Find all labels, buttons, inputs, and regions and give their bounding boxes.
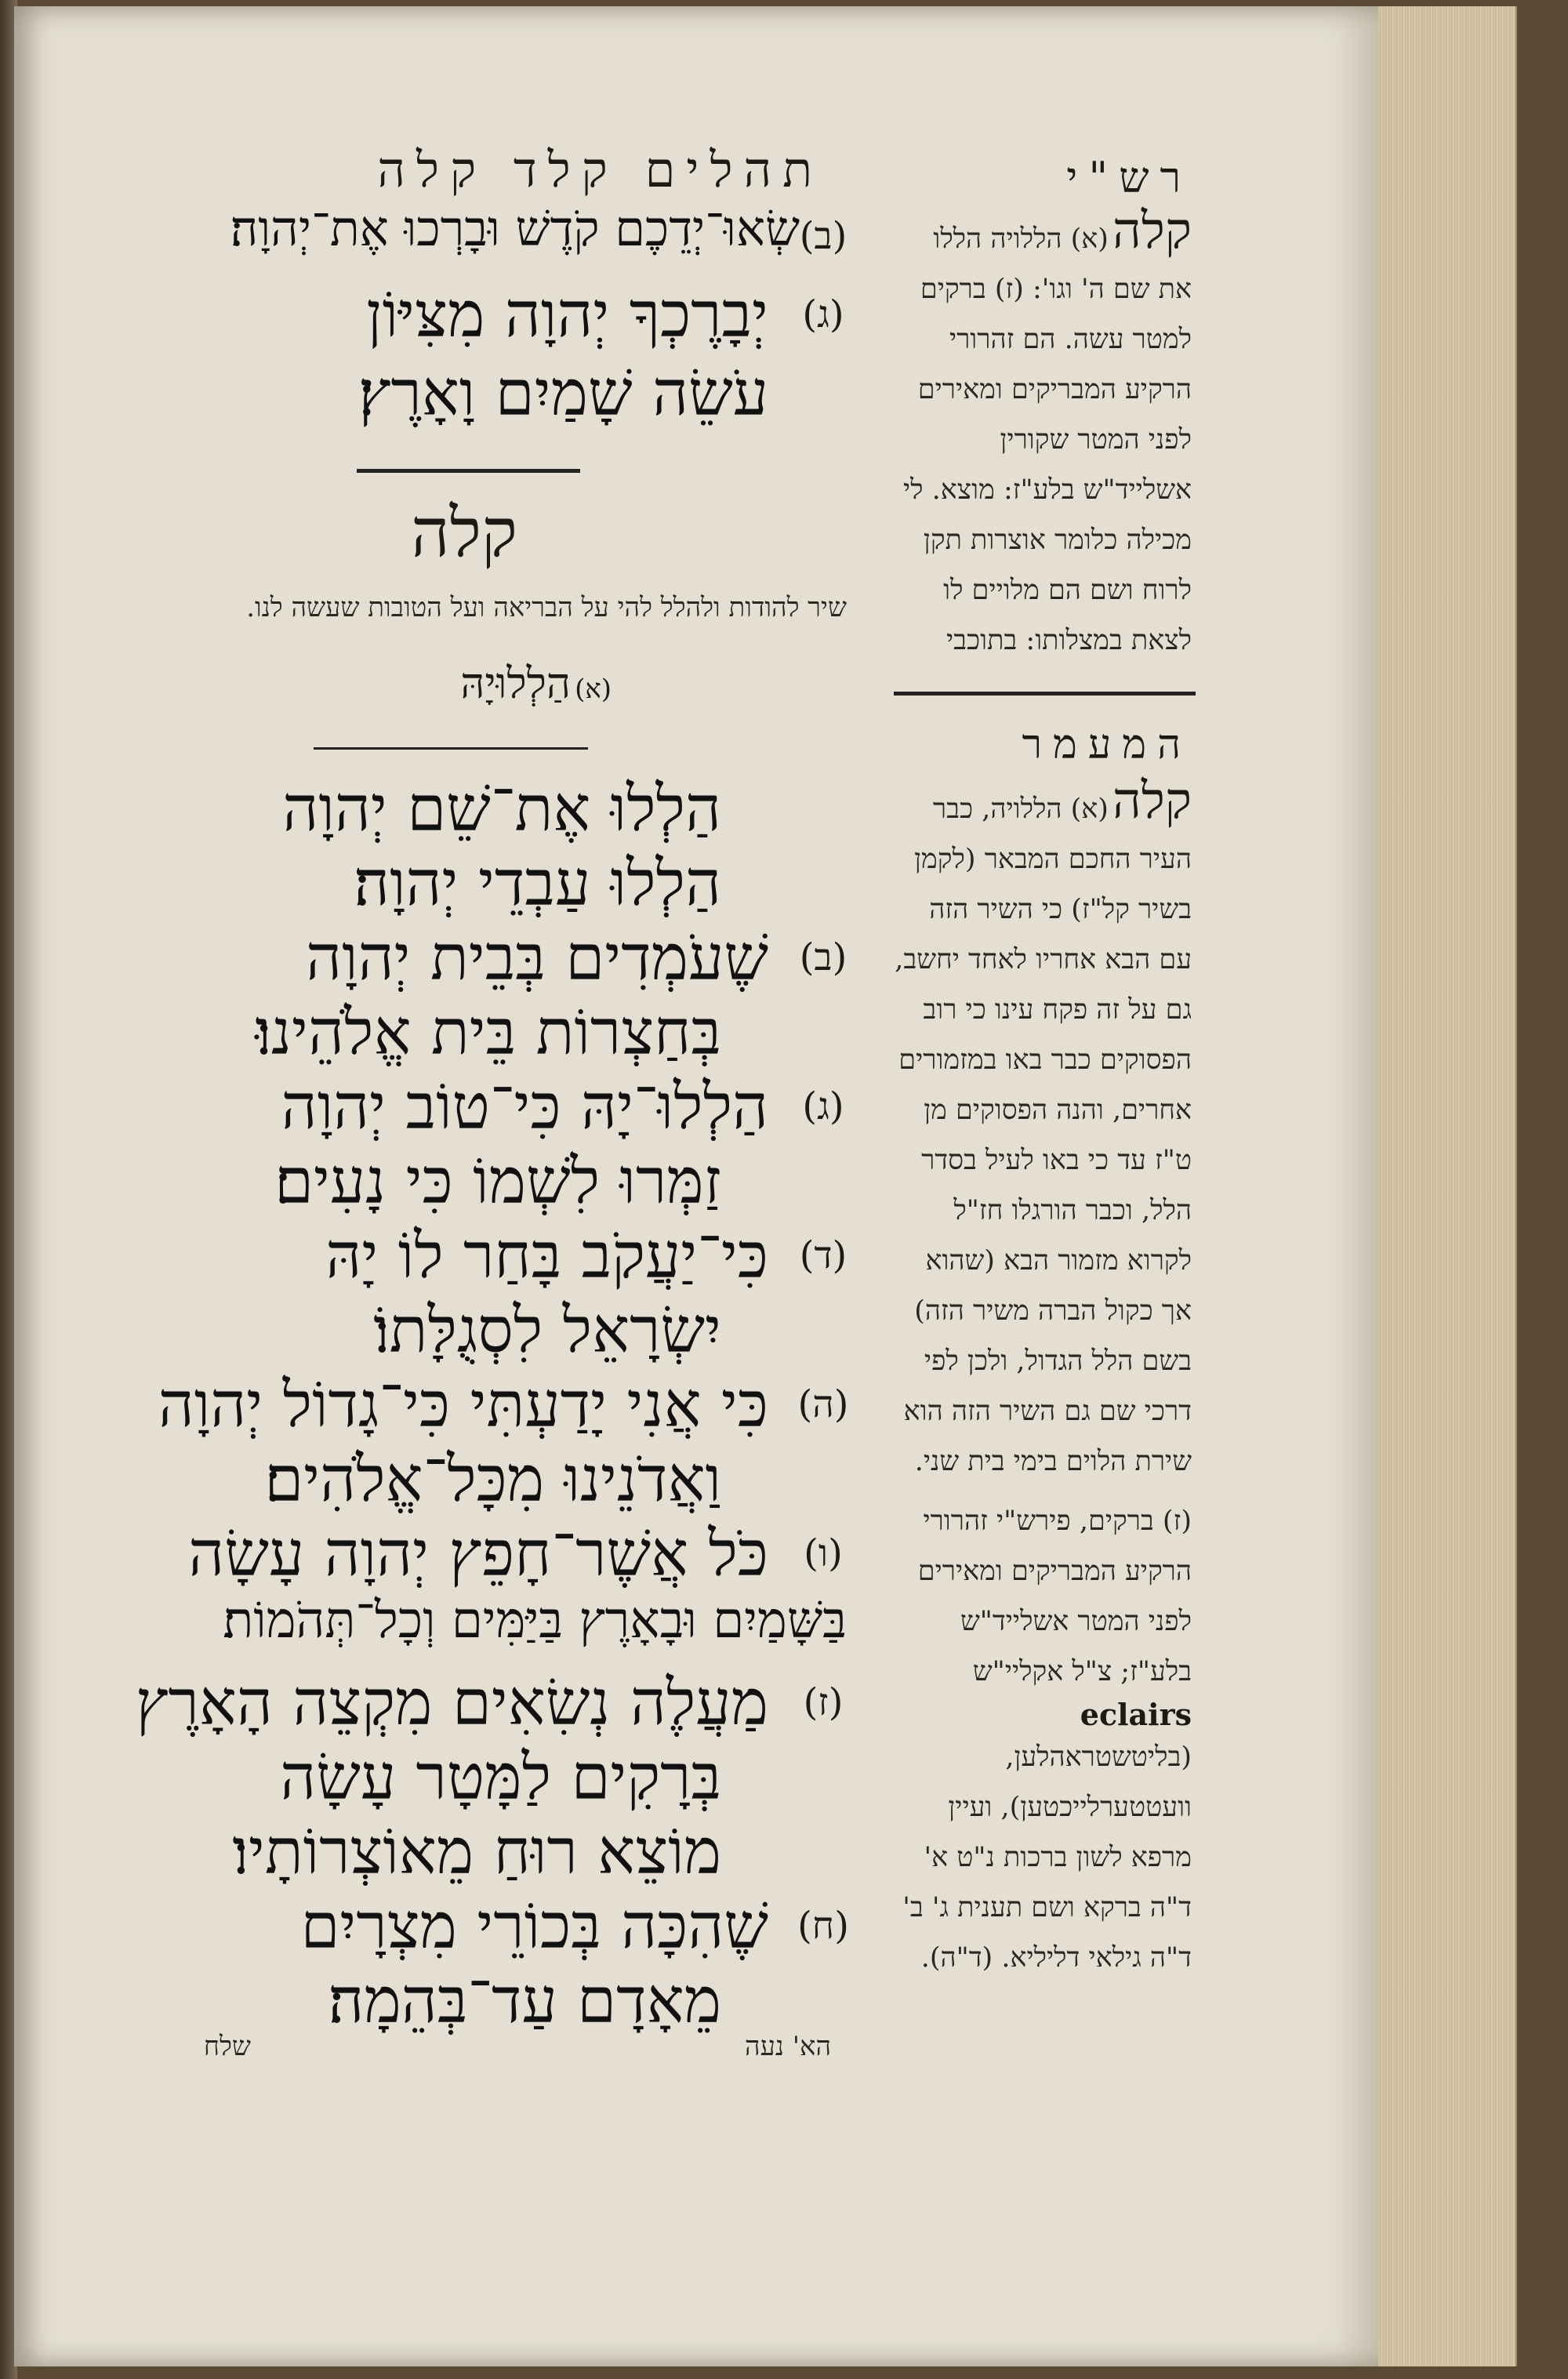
verse-line xyxy=(0,1666,878,1745)
hameamer-commentary xyxy=(894,772,1192,1983)
commentary-column xyxy=(894,0,1223,2379)
verse-number: (ב) xyxy=(799,214,848,258)
verse-line xyxy=(0,1219,878,1298)
verse-text: יִשְׂרָאֵל לִסְגֻלָּתוֹ׃ xyxy=(373,1294,721,1367)
opening-verse xyxy=(298,659,612,708)
verse-line xyxy=(0,200,878,278)
verse-text: בְּחַצְרוֹת בֵּית אֱלֹהֵינוּ׃ xyxy=(255,996,721,1069)
verse-line xyxy=(0,1145,878,1223)
verse-text: זַמְּרוּ לִשְׁמוֹ כִּי נָעִים׃ xyxy=(274,1145,721,1218)
foreign-word: eclairs xyxy=(1080,1697,1192,1732)
verse-number: (ג) xyxy=(802,292,844,336)
verse-line xyxy=(0,996,878,1074)
hameamer-text-a: (א) הללויה, כבר העיר החכם המבאר (לקמן בשיר קל"ז) כי השיר הזה עם הבא אחריו לאחד יחשב, גם על זה פקח עינו כי רוב הפסוקים כבר באו במזמורים אחרים, והנה הפסוקים מן ט"ז עד כי באו לעיל בסדר הלל, וכבר הורגלו חז"ל לקרוא מזמור הבא (שהוא אך כקול הברה משיר הזה) בשם הלל הגדול, ולכן לפי דרכי שם גם השיר הזה הוא שירת הלוים בימי בית שני. xyxy=(895,794,1192,1477)
verse-text: בְּרָקִים לַמָּטָר עָשָׂה xyxy=(280,1741,721,1814)
verse-text: שֶׁעֹמְדִים בְּבֵית יְהוָה xyxy=(306,921,768,994)
page-number: שלח xyxy=(203,2031,251,2062)
verse-line xyxy=(0,357,878,435)
verse-text: עֹשֵׂה שָׁמַיִם וָאָרֶץ׃ xyxy=(358,357,768,430)
verse-text: מֵאָדָם עַד־בְּהֵמָה׃ xyxy=(328,1964,721,2037)
verse-text: הַלְלוּ עַבְדֵי יְהוָה׃ xyxy=(354,847,721,920)
verse-line xyxy=(0,1517,878,1596)
verse-number: (ב) xyxy=(799,935,848,979)
running-header: תהלים קלד קלה xyxy=(377,141,823,198)
page-edges xyxy=(1378,6,1517,2366)
verse-text: שְׂאוּ־יְדֵכֶם קֹדֶשׁ וּבָרְכוּ אֶת־יְהוָה׃ xyxy=(230,200,800,257)
signature-mark: הא' נעה xyxy=(745,2031,831,2062)
verse-line xyxy=(0,1592,878,1670)
verse-line xyxy=(0,1294,878,1372)
chapter-label: קלה xyxy=(411,494,517,572)
superscription: שיר להודות ולהלל להי על הבריאה ועל הטובות שעשה לנו. xyxy=(246,592,847,623)
verse-line xyxy=(0,921,878,1000)
verse-line xyxy=(0,1368,878,1447)
verse-text: וַאֲדֹנֵינוּ מִכָּל־אֱלֹהִים׃ xyxy=(264,1443,721,1516)
verse-text: מוֹצֵא רוּחַ מֵאוֹצְרוֹתָיו׃ xyxy=(232,1815,721,1888)
verse-number: (א) xyxy=(575,674,612,705)
verse-text: כִּי־יַעֲקֹב בָּחַר לוֹ יָהּ xyxy=(325,1219,768,1292)
rashi-title: רש"י xyxy=(1066,153,1192,202)
divider-rule xyxy=(314,747,588,750)
verse-line xyxy=(0,1741,878,1819)
verse-text: בַּשָּׁמַיִם וּבָאָרֶץ בַּיַּמִּים וְכָל־תְּהֹמוֹת׃ xyxy=(223,1592,847,1650)
verse-number: (ד) xyxy=(799,1233,848,1277)
verse-line xyxy=(0,278,878,357)
rashi-heading: קלה xyxy=(1112,202,1192,260)
hameamer-text-c: (בליטשטראהלען, וועטטערלייכטען), ועיין מרפא לשון ברכות נ"ט א' ד"ה ברקא ושם תענית ג' ב' ד"ה גילאי דליליא. (ד"ה). xyxy=(902,1742,1192,1974)
verse-line xyxy=(0,1443,878,1521)
verse-text: כֹּל אֲשֶׁר־חָפֵץ יְהוָה עָשָׂה xyxy=(188,1517,768,1590)
verse-text: יְבָרֶכְךָ יְהוָה מִצִּיּוֹן xyxy=(366,278,768,351)
rashi-text: (א) הללויה הללו את שם ה' וגו': (ז) ברקים למטר עשה. הם זהרורי הרקיע המבריקים ומאירים לפני המטר שקורין אשלייד"ש בלע"ז: מוצא. לי מכילה כלומר אוצרות תקן לרוח ושם הם מלויים לו לצאת במצלותו: בתוכבי xyxy=(902,223,1192,656)
verse-number: (ה) xyxy=(797,1382,849,1426)
verse-line xyxy=(0,847,878,925)
verse-line xyxy=(0,772,878,851)
verse-number: (ח) xyxy=(797,1904,849,1948)
commentary-divider xyxy=(894,692,1196,696)
verse-text: הַלְלוּיָהּ xyxy=(460,659,571,708)
verse-text: כִּי אֲנִי יָדַעְתִּי כִּי־גָדוֹל יְהוָה xyxy=(158,1368,768,1441)
verse-line xyxy=(0,1815,878,1894)
verse-text: מַעֲלֶה נְשִׂאִים מִקְצֵה הָאָרֶץ xyxy=(135,1666,768,1739)
verse-line xyxy=(0,1070,878,1149)
verse-number: (ז) xyxy=(803,1680,844,1724)
verse-line xyxy=(0,1890,878,1968)
hameamer-heading: קלה xyxy=(1112,772,1192,830)
verse-text: הַלְלוּ אֶת־שֵׁם יְהוָה xyxy=(282,772,721,845)
divider-rule xyxy=(357,469,580,473)
hameamer-text-b: (ז) ברקים, פירש"י זהרורי הרקיע המבריקים ומאירים לפני המטר אשלייד"ש בלע"ז; צ"ל אקליי"ש xyxy=(917,1505,1192,1687)
rashi-commentary xyxy=(894,202,1192,666)
hameamer-title: המעמר xyxy=(1022,721,1192,768)
verse-number: (ג) xyxy=(802,1084,844,1128)
verse-number: (ו) xyxy=(804,1531,843,1575)
verse-text: הַלְלוּ־יָהּ כִּי־טוֹב יְהוָה xyxy=(281,1070,768,1143)
verse-text: שֶׁהִכָּה בְּכוֹרֵי מִצְרָיִם xyxy=(300,1890,768,1963)
